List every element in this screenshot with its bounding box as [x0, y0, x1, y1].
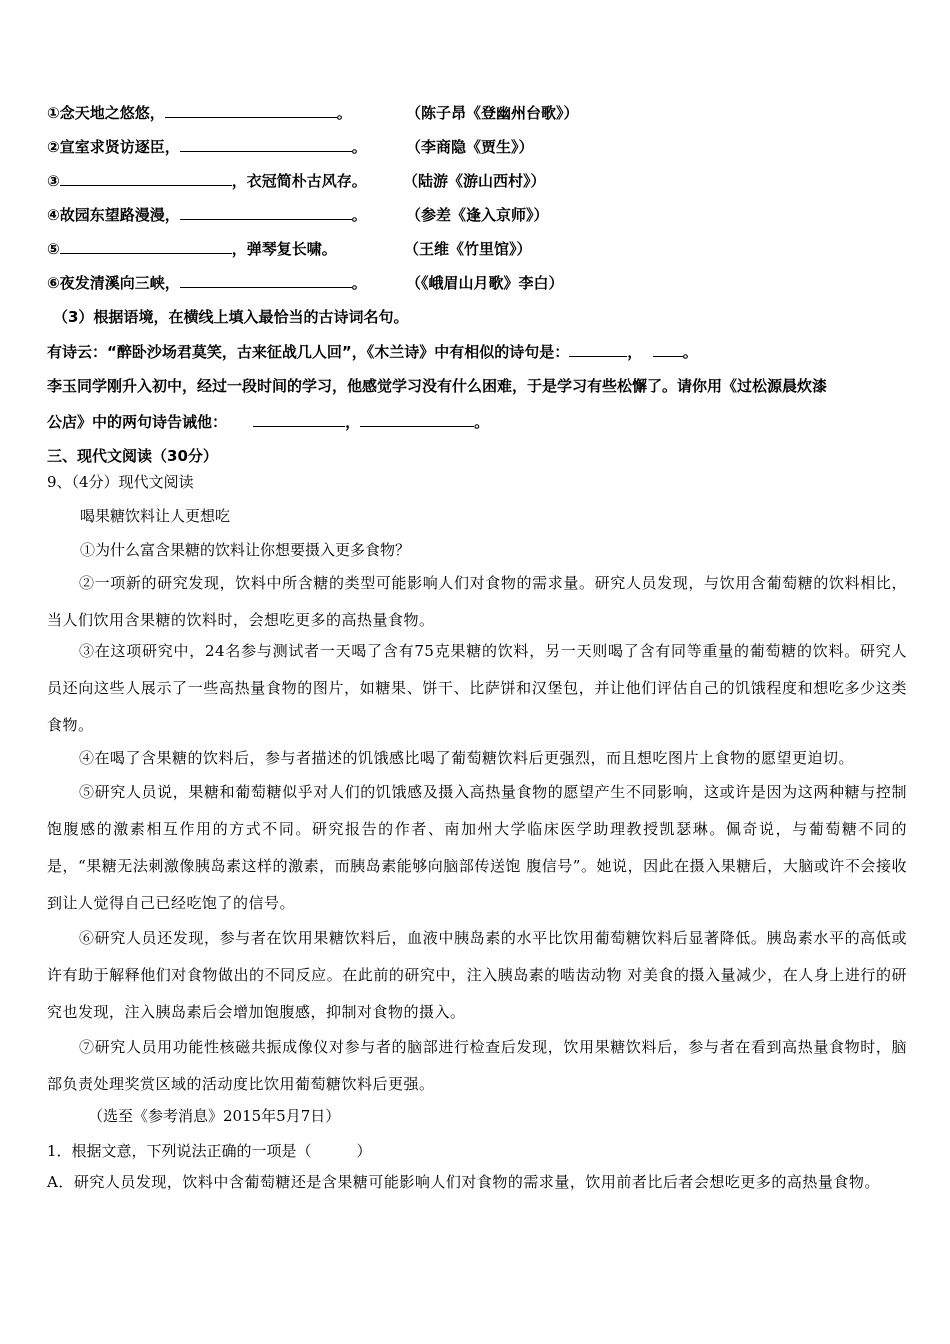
fill-line-4: ④故园东望路漫漫， 。	[47, 206, 367, 224]
source-1: （陈子昂《登幽州台歌》）	[406, 104, 579, 122]
fill-line-5: ⑤ ，弹琴复长啸。	[47, 240, 337, 258]
section-title: 三、现代文阅读（30分）	[47, 447, 218, 465]
paragraph-5: ⑤研究人员说，果糖和葡萄糖似乎对人们的饥饿感及摄入高热量食物的愿望产生不同影响，这或许是因为这两种糖与控制饱腹感的激素相互作用的方式不同。研究报告的作者、南加州大学临床医学助理教授凯瑟琳。佩奇说，与葡萄糖不同的是，“果糖无法刺激像胰岛素这样的激素，而胰岛素能够向脑部传送饱 腹信号”。她说，因此在摄入果糖后，大脑或许不会接收到让人觉得自己已经吃饱了的信号。	[47, 783, 907, 912]
paragraph-4: ④在喝了含果糖的饮料后，参与者描述的饥饿感比喝了葡萄糖饮料后更强烈，而且想吃图片上食物的愿望更迫切。	[79, 749, 855, 767]
fill-line-3: ③ ，衣冠简朴古风存。	[47, 172, 367, 190]
q3-line-2: 李玉同学刚升入初中，经过一段时间的学习，他感觉学习没有什么困难，于是学习有些松懈了。请你用《过松源晨炊漆	[47, 377, 828, 395]
answer-blank[interactable]	[165, 103, 337, 118]
source-3: （陆游《游山西村》）	[403, 172, 546, 190]
source-2: （李商隐《贾生》）	[406, 138, 534, 156]
answer-blank[interactable]	[60, 171, 232, 186]
fill-line-6: ⑥夜发清溪向三峡， 。	[47, 274, 367, 292]
paragraph-2: ②一项新的研究发现，饮料中所含糖的类型可能影响人们对食物的需求量。研究人员发现，与饮用含葡萄糖的饮料相比，当人们饮用含果糖的饮料时，会想吃更多的高热量食物。	[47, 574, 907, 629]
option-a[interactable]: A．研究人员发现，饮料中含葡萄糖还是含果糖可能影响人们对食物的需求量，饮用前者比后者会想吃更多的高热量食物。	[47, 1173, 880, 1191]
answer-blank[interactable]	[360, 412, 474, 427]
answer-blank[interactable]	[653, 342, 683, 357]
answer-blank[interactable]	[60, 239, 232, 254]
paragraph-7: ⑦研究人员用功能性核磁共振成像仪对参与者的脑部进行检查后发现，饮用果糖饮料后，参与者在看到高热量食物时，脑部负责处理奖赏区域的活动度比饮用葡萄糖饮料后更强。	[47, 1038, 907, 1093]
answer-blank[interactable]	[569, 342, 627, 357]
q3-instruction: （3）根据语境，在横线上填入最恰当的古诗词名句。	[53, 308, 409, 326]
question-header: 9、（4分）现代文阅读	[47, 473, 194, 491]
paragraph-1: ①为什么富含果糖的饮料让你想要摄入更多食物？	[80, 541, 411, 559]
source-5: （王维《竹里馆》）	[404, 240, 532, 258]
q3-line-3: 公店》中的两句诗告诫他： ， 。	[47, 413, 490, 431]
answer-blank[interactable]	[180, 205, 352, 220]
source-4: （参差《逢入京师》）	[406, 206, 549, 224]
fill-line-2: ②宣室求贤访逐臣， 。	[47, 138, 367, 156]
fill-line-1: ①念天地之悠悠， 。	[47, 104, 352, 122]
q3-line-1: 有诗云：“醉卧沙场君莫笑，古来征战几人回”，《木兰诗》中有相似的诗句是： ， 。	[47, 343, 698, 361]
answer-blank[interactable]	[180, 273, 352, 288]
article-title: 喝果糖饮料让人更想吃	[80, 507, 231, 525]
answer-blank[interactable]	[180, 137, 352, 152]
question-1-stem: 1．根据文意，下列说法正确的一项是（ ）	[47, 1142, 372, 1160]
answer-blank[interactable]	[253, 412, 345, 427]
paragraph-6: ⑥研究人员还发现，参与者在饮用果糖饮料后，血液中胰岛素的水平比饮用葡萄糖饮料后显著降低。胰岛素水平的高低或许有助于解释他们对食物做出的不同反应。在此前的研究中，注入胰岛素的啮齿动物 对美食的摄入量减少，在人身上进行的研究也发现，注入胰岛素后会增加饱腹感，抑制对食物的摄入。	[47, 929, 907, 1021]
citation: （选至《参考消息》2015年5月7日）	[88, 1107, 341, 1125]
source-6: （《峨眉山月歌》李白）	[406, 274, 564, 292]
paragraph-3: ③在这项研究中，24名参与测试者一天喝了含有75克果糖的饮料，另一天则喝了含有同等重量的葡萄糖的饮料。研究人员还向这些人展示了一些高热量食物的图片，如糖果、饼干、比萨饼和汉堡包，并让他们评估自己的饥饿程度和想吃多少这类食物。	[47, 642, 907, 734]
